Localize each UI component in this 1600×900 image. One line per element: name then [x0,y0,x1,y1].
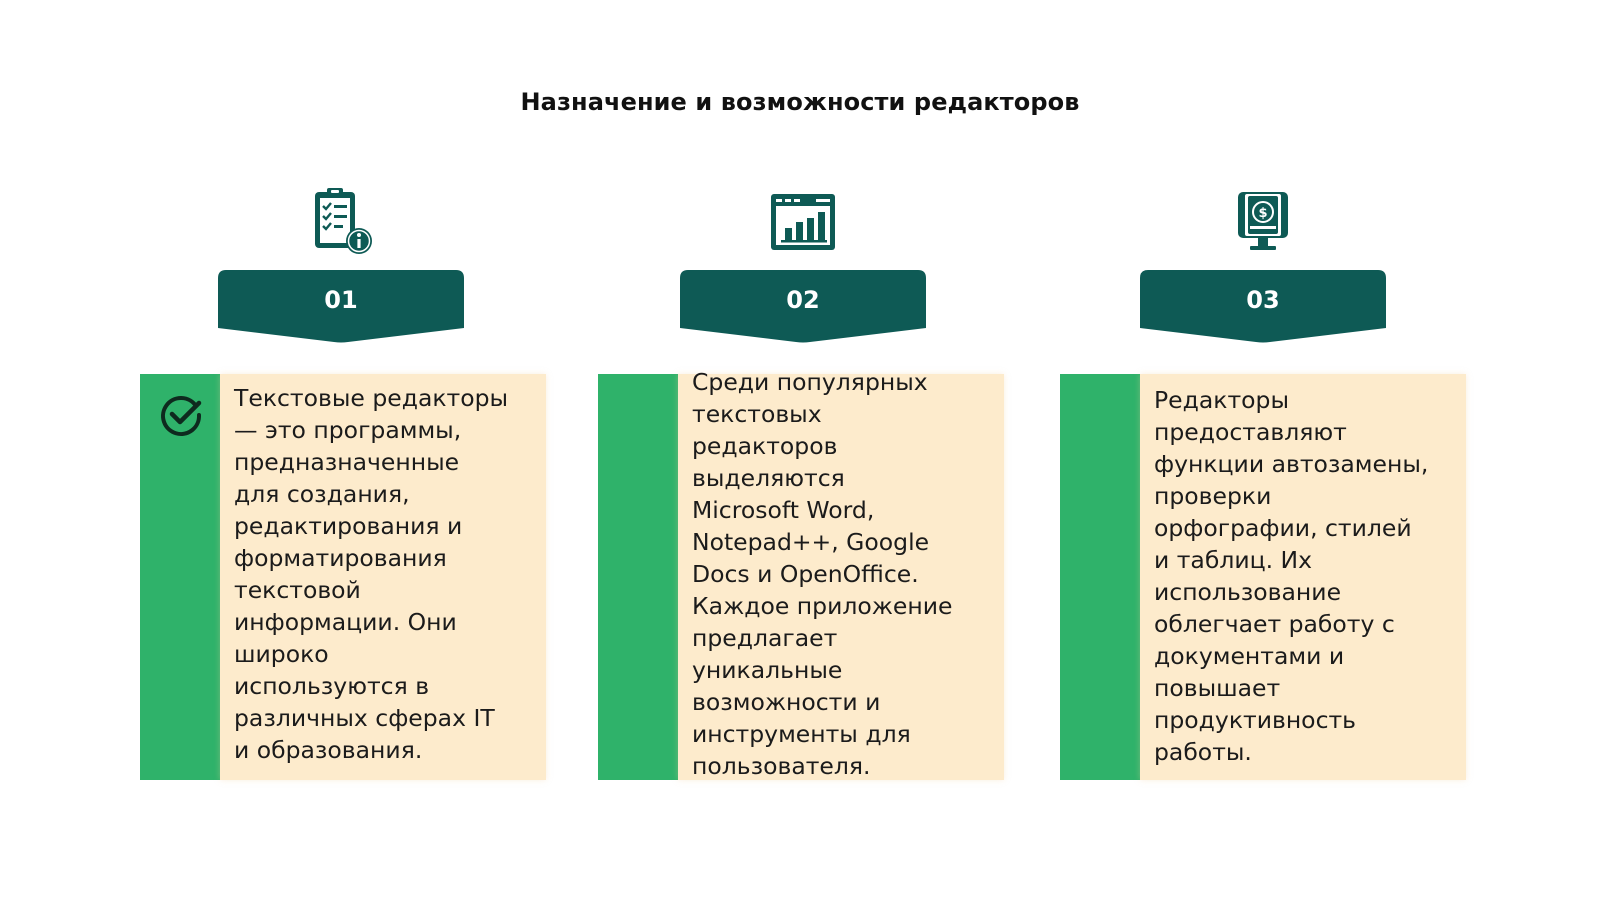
card-body-3 [1140,374,1466,780]
card-text-3: Редакторы предоставляют функции автозамены, проверки орфографии, стилей и таблиц. Их использование облегчает работу с документами и повышает продуктивность работы. [1154,386,1429,766]
step-banner-2 [680,270,926,346]
step-banner-1 [218,270,464,346]
card-stripe-1 [140,374,220,780]
svg-text:$: $ [1258,206,1268,221]
check-circle-icon [158,392,204,438]
step-number-1: 01 [324,286,358,314]
step-card-3 [1060,374,1466,780]
clipboard-checklist-info-icon [308,186,378,256]
step-card-1 [140,374,546,780]
step-column-3 [1060,0,1480,900]
step-number-3: 03 [1246,286,1280,314]
card-text-2: Среди популярных текстовых редакторов выделяются Microsoft Word, Notepad++, Google Docs и OpenOffice. Каждое приложение предлагает уникальные возможности и инструменты для пользователя. [692,368,953,780]
step-card-2 [598,368,1004,780]
card-stripe-3 [1060,374,1140,780]
card-stripe-2 [598,374,678,780]
browser-bar-chart-icon [768,186,838,256]
card-body-2 [678,368,1004,780]
page-title: Назначение и возможности редакторов [520,88,1080,116]
step-number-2: 02 [786,286,820,314]
step-column-1 [140,0,560,900]
card-text-1: Текстовые редакторы — это программы, предназначенные для создания, редактирования и форматирования текстовой информации. Они широко используются в различных сферах IT и образования. [234,384,509,764]
card-body-1 [220,374,546,780]
step-banner-3 [1140,270,1386,346]
monitor-dollar-icon [1228,186,1298,256]
step-column-2 [598,0,1018,900]
